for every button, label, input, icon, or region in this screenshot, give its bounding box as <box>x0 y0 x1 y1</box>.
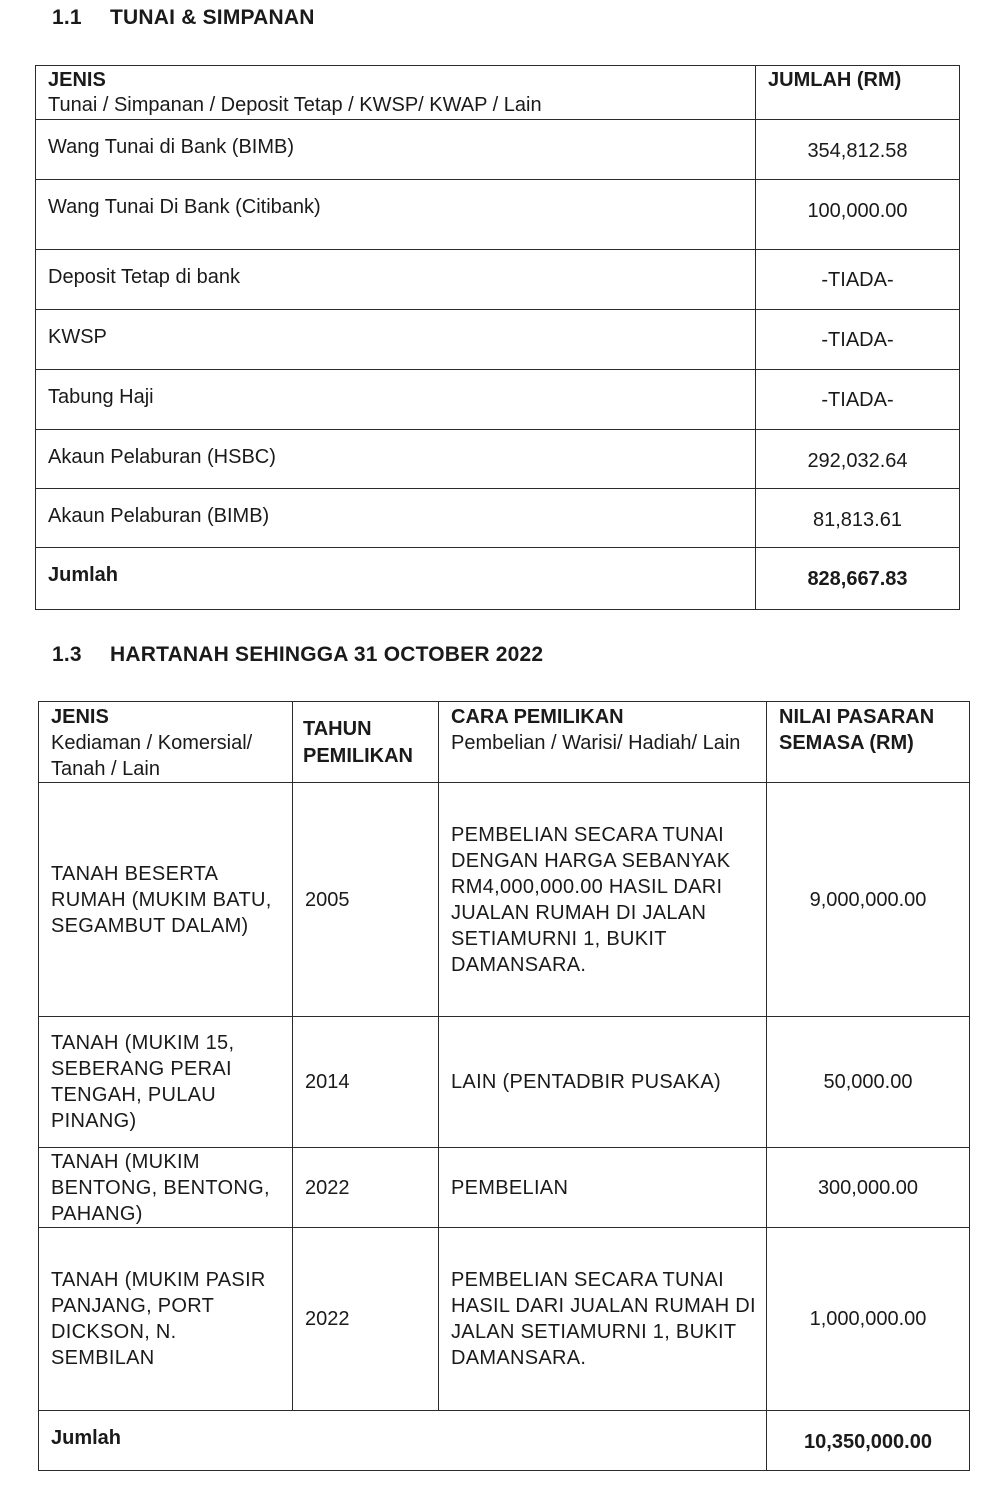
row-nilai: 50,000.00 <box>767 1017 970 1148</box>
header-tahun <box>293 702 439 783</box>
row-jenis: TANAH (MUKIM PASIR PANJANG, PORT DICKSON, N. SEMBILAN <box>39 1228 293 1411</box>
section-1-1-heading <box>52 6 315 30</box>
table-row <box>39 1017 970 1148</box>
table-row <box>36 250 960 310</box>
section-number: 1.1 <box>52 6 82 29</box>
header-jenis-subtitle: Tunai / Simpanan / Deposit Tetap / KWSP/ KWAP / Lain <box>48 94 542 116</box>
table-row <box>36 180 960 250</box>
section-title: HARTANAH SEHINGGA 31 OCTOBER 2022 <box>110 643 544 666</box>
header-jenis-subtitle: Kediaman / Komersial/ Tanah / Lain <box>51 732 253 780</box>
row-jenis: TANAH (MUKIM 15, SEBERANG PERAI TENGAH, PULAU PINANG) <box>39 1017 293 1148</box>
cash-savings-table <box>35 65 960 610</box>
table-row <box>36 120 960 180</box>
header-jenis <box>36 66 756 120</box>
row-jenis: TANAH (MUKIM BENTONG, BENTONG, PAHANG) <box>39 1148 293 1228</box>
header-jumlah-title: JUMLAH (RM) <box>768 69 902 91</box>
header-jenis <box>39 702 293 783</box>
row-jumlah: 100,000.00 <box>756 180 960 250</box>
table-row <box>36 489 960 548</box>
row-jenis: Tabung Haji <box>36 370 756 430</box>
section-title: TUNAI & SIMPANAN <box>110 6 315 29</box>
row-jumlah: -TIADA- <box>756 250 960 310</box>
header-jumlah <box>756 66 960 120</box>
section-1-3-heading <box>52 643 543 667</box>
total-label: Jumlah <box>36 548 756 610</box>
row-jumlah: -TIADA- <box>756 310 960 370</box>
row-jenis: Akaun Pelaburan (BIMB) <box>36 489 756 548</box>
table-header-row <box>36 66 960 120</box>
table-row <box>39 1148 970 1228</box>
row-jenis: Deposit Tetap di bank <box>36 250 756 310</box>
table-total-row <box>39 1411 970 1471</box>
row-jenis: TANAH BESERTA RUMAH (MUKIM BATU, SEGAMBUT DALAM) <box>39 783 293 1017</box>
row-cara: LAIN (PENTADBIR PUSAKA) <box>439 1017 767 1148</box>
row-jumlah: 81,813.61 <box>756 489 960 548</box>
header-jenis-title: JENIS <box>51 706 109 728</box>
header-cara-title: CARA PEMILIKAN <box>451 706 624 728</box>
table-row <box>36 430 960 489</box>
header-tahun-title: TAHUN PEMILIKAN <box>303 718 413 767</box>
table-row <box>36 310 960 370</box>
header-cara-subtitle: Pembelian / Warisi/ Hadiah/ Lain <box>451 732 741 754</box>
row-tahun: 2022 <box>293 1228 439 1411</box>
row-jumlah: 354,812.58 <box>756 120 960 180</box>
table-header-row <box>39 702 970 783</box>
row-tahun: 2005 <box>293 783 439 1017</box>
row-jenis: Wang Tunai di Bank (BIMB) <box>36 120 756 180</box>
header-jenis-title: JENIS <box>48 69 106 91</box>
row-tahun: 2022 <box>293 1148 439 1228</box>
table-total-row <box>36 548 960 610</box>
row-tahun: 2014 <box>293 1017 439 1148</box>
section-number: 1.3 <box>52 643 82 666</box>
header-cara <box>439 702 767 783</box>
row-jenis: Akaun Pelaburan (HSBC) <box>36 430 756 489</box>
row-jumlah: 292,032.64 <box>756 430 960 489</box>
header-nilai-title: NILAI PASARAN SEMASA (RM) <box>779 706 935 754</box>
table-row <box>36 370 960 430</box>
row-jumlah: -TIADA- <box>756 370 960 430</box>
row-nilai: 300,000.00 <box>767 1148 970 1228</box>
table-row <box>39 783 970 1017</box>
row-cara: PEMBELIAN SECARA TUNAI DENGAN HARGA SEBANYAK RM4,000,000.00 HASIL DARI JUALAN RUMAH DI JALAN SETIAMURNI 1, BUKIT DAMANSARA. <box>439 783 767 1017</box>
row-cara: PEMBELIAN SECARA TUNAI HASIL DARI JUALAN RUMAH DI JALAN SETIAMURNI 1, BUKIT DAMANSARA. <box>439 1228 767 1411</box>
row-nilai: 1,000,000.00 <box>767 1228 970 1411</box>
table-row <box>39 1228 970 1411</box>
total-value: 828,667.83 <box>756 548 960 610</box>
total-label: Jumlah <box>39 1411 767 1471</box>
total-value: 10,350,000.00 <box>767 1411 970 1471</box>
row-cara: PEMBELIAN <box>439 1148 767 1228</box>
property-table <box>38 701 970 1471</box>
header-nilai <box>767 702 970 783</box>
row-jenis: Wang Tunai Di Bank (Citibank) <box>36 180 756 250</box>
row-jenis: KWSP <box>36 310 756 370</box>
row-nilai: 9,000,000.00 <box>767 783 970 1017</box>
